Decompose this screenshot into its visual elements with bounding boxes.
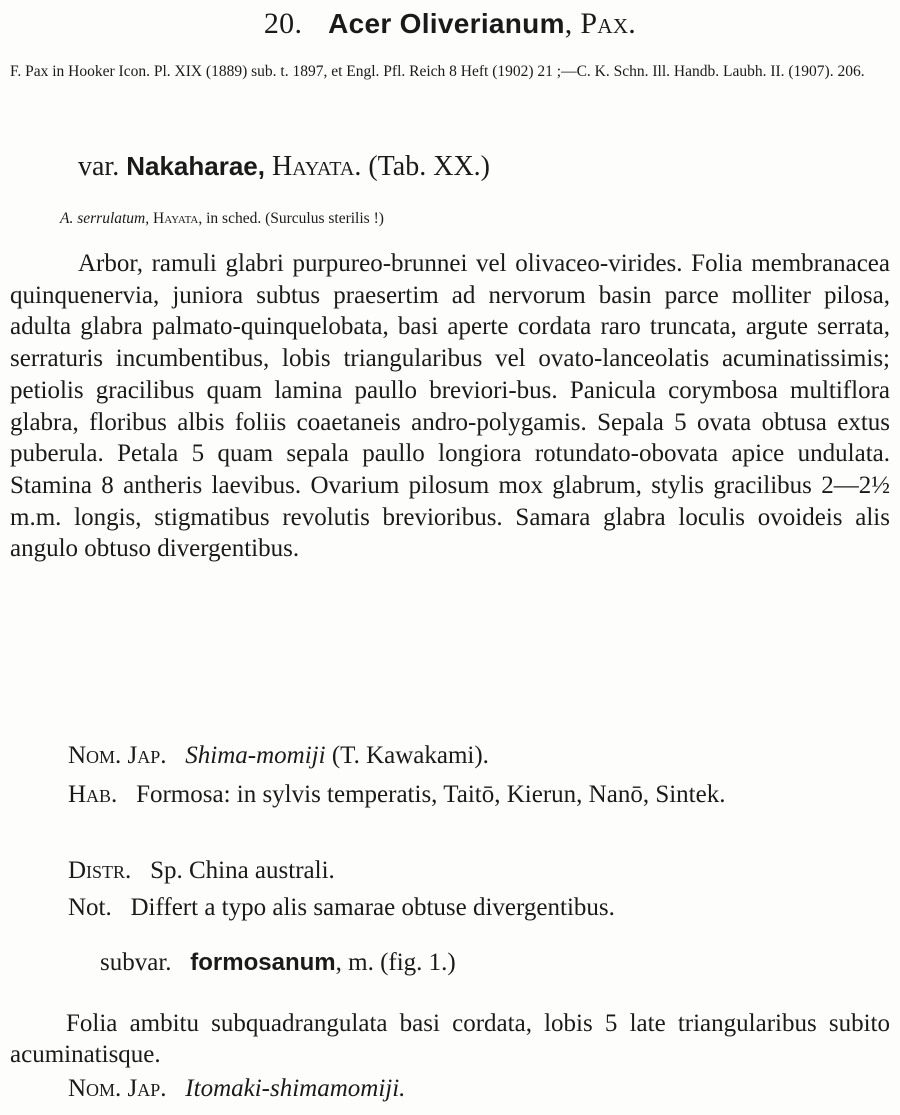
habitat-line [10, 779, 890, 810]
bibliographic-references: F. Pax in Hooker Icon. Pl. XIX (1889) sub. t. 1897, et Engl. Pfl. Reich 8 Heft (1902) 21 ;—C. K. Schn. Ill. Handb. Laubh. II. (1907). 206. [10, 63, 865, 80]
note-text: Differt a typo alis samarae obtuse divergentibus. [130, 894, 615, 921]
distr-label: Distr. [68, 857, 132, 884]
variety-plate: (Tab. XX.) [368, 151, 490, 182]
synonym-name: A. serrulatum, [60, 210, 150, 227]
nom-jap-line [68, 741, 489, 771]
variety-heading [78, 148, 490, 185]
subvar-nom-jap-line [68, 1074, 405, 1104]
species-name: Acer Oliverianum [328, 8, 565, 39]
note-line [68, 893, 615, 923]
subvariety-prefix: subvar. [100, 949, 172, 976]
distribution-line [68, 856, 335, 886]
variety-author: Hayata. [271, 151, 362, 182]
species-author: Pax. [580, 7, 637, 40]
note-label: Not. [68, 894, 112, 921]
hab-text: Formosa: in sylvis temperatis, Taitō, Kierun, Nanō, Sintek. [136, 781, 726, 808]
distr-text: Sp. China australi. [150, 857, 335, 884]
species-heading: 20. Acer Oliverianum, Pax. [263, 7, 637, 40]
synonym-line [60, 208, 384, 230]
subvariety-name: formosanum [190, 949, 336, 976]
variety-prefix: var. [78, 151, 120, 182]
synonym-note: , in sched. (Surculus sterilis !) [198, 210, 384, 227]
nom-collector: (T. Kawakami). [331, 742, 489, 769]
subvariety-suffix: , m. (fig. 1.) [335, 949, 456, 976]
subvariety-heading [100, 946, 456, 980]
hab-label: Hab. [68, 781, 118, 808]
variety-description: Arbor, ramuli glabri purpureo-brunnei vel olivaceo-virides. Folia membranacea quinquenervia, juniora subtus praesertim ad nervorum basin parce molliter pilosa, adulta glabra palmato-quinquelobata, basi aperte cordata raro truncata, argute serrata, serraturis incumbentibus, lobis triangularibus vel ovato-lanceolatis acuminatissimis; petiolis gracilibus quam lamina paullo breviori-bus. Panicula corymbosa multiflora glabra, floribus albis foliis coaetaneis andro-polygamis. Sepala 5 ovata obtusa extus puberula. Petala 5 quam sepala paullo longiora rotundato-obovata apice undulata. Stamina 8 antheris laevibus. Ovarium pilosum mox glabrum, stylis gracilibus 2—2½ m.m. longis, stigmatibus revolutis brevioribus. Samara glabra loculis ovoideis alis angulo obtuso divergentibus. [10, 250, 890, 563]
subvar-nom-label: Nom. Jap. [68, 1075, 167, 1102]
variety-name: Nakaharae, [126, 151, 265, 181]
subvariety-description: Folia ambitu subquadrangulata basi cordata, lobis 5 late triangularibus subito acuminatisque. [10, 1010, 890, 1068]
nom-name: Shima-momiji [185, 742, 326, 769]
nom-label: Nom. Jap. [68, 742, 167, 769]
species-number: 20. [263, 7, 303, 40]
synonym-author: Hayata [153, 210, 199, 227]
subvar-nom-name: Itomaki-shimamomiji. [185, 1075, 406, 1102]
